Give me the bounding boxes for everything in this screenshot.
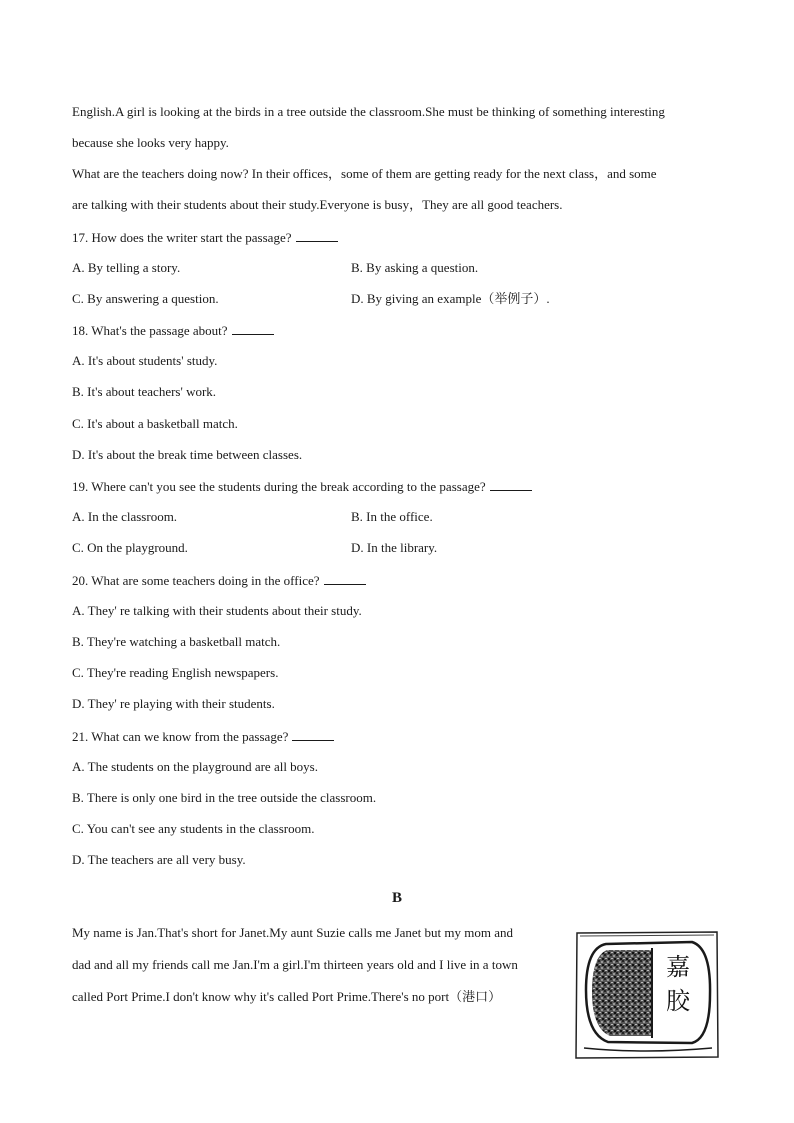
- question-20-option-b: B. They're watching a basketball match.: [72, 634, 281, 649]
- question-20-text: 20. What are some teachers doing in the office?: [72, 573, 320, 588]
- passage-a-line-2: because she looks very happy.: [72, 135, 229, 150]
- question-21-stem: [72, 728, 334, 745]
- question-18-option-c: C. It's about a basketball match.: [72, 416, 238, 431]
- question-17-option-a: A. By telling a story.: [72, 260, 181, 275]
- question-19-option-d: D. In the library.: [351, 540, 438, 555]
- question-19-option-c: C. On the playground.: [72, 540, 188, 555]
- section-b-line-1: My name is Jan.That's short for Janet.My aunt Suzie calls me Janet but my mom and: [72, 925, 514, 940]
- question-17-option-d: D. By giving an example（举例子）.: [351, 291, 550, 306]
- passage-a-line-4: are talking with their students about their study.Everyone is busy，They are all good teachers.: [72, 197, 563, 212]
- question-21-option-a: A. The students on the playground are all boys.: [72, 759, 318, 774]
- answer-blank: [292, 728, 334, 741]
- question-17-option-b: B. By asking a question.: [351, 260, 479, 275]
- question-17-text: 17. How does the writer start the passage?: [72, 230, 292, 245]
- question-20-stem: [72, 572, 366, 589]
- question-21-text: 21. What can we know from the passage?: [72, 729, 289, 744]
- question-18-option-a: A. It's about students' study.: [72, 353, 218, 368]
- answer-blank: [232, 322, 274, 335]
- passage-a-line-1: English.A girl is looking at the birds in a tree outside the classroom.She must be thinking of something interesting: [72, 104, 665, 119]
- question-19-option-b: B. In the office.: [351, 509, 433, 524]
- question-18-option-d: D. It's about the break time between classes.: [72, 447, 303, 462]
- question-19-option-a: A. In the classroom.: [72, 509, 178, 524]
- question-21-option-d: D. The teachers are all very busy.: [72, 852, 246, 867]
- passage-a-line-3: What are the teachers doing now? In their offices，some of them are getting ready for the next class，and some: [72, 166, 657, 181]
- question-17-stem: [72, 229, 338, 246]
- stamp-text: 嘉 胶: [666, 953, 690, 1015]
- section-b-heading: B: [391, 890, 402, 906]
- question-18-text: 18. What's the passage about?: [72, 323, 228, 338]
- section-b-line-2: dad and all my friends call me Jan.I'm a girl.I'm thirteen years old and I live in a town: [72, 957, 518, 972]
- question-18-stem: [72, 322, 274, 339]
- answer-blank: [490, 478, 532, 491]
- answer-blank: [296, 229, 338, 242]
- question-20-option-d: D. They' re playing with their students.: [72, 696, 275, 711]
- stamp-illustration: [574, 930, 720, 1060]
- section-b-line-3: called Port Prime.I don't know why it's called Port Prime.There's no port（港口）: [72, 989, 502, 1004]
- question-21-option-b: B. There is only one bird in the tree outside the classroom.: [72, 790, 377, 805]
- question-21-option-c: C. You can't see any students in the classroom.: [72, 821, 315, 836]
- question-20-option-a: A. They' re talking with their students about their study.: [72, 603, 362, 618]
- question-17-option-c: C. By answering a question.: [72, 291, 219, 306]
- question-19-text: 19. Where can't you see the students during the break according to the passage?: [72, 479, 486, 494]
- question-20-option-c: C. They're reading English newspapers.: [72, 665, 279, 680]
- answer-blank: [324, 572, 366, 585]
- question-19-stem: [72, 478, 532, 495]
- question-18-option-b: B. It's about teachers' work.: [72, 384, 217, 399]
